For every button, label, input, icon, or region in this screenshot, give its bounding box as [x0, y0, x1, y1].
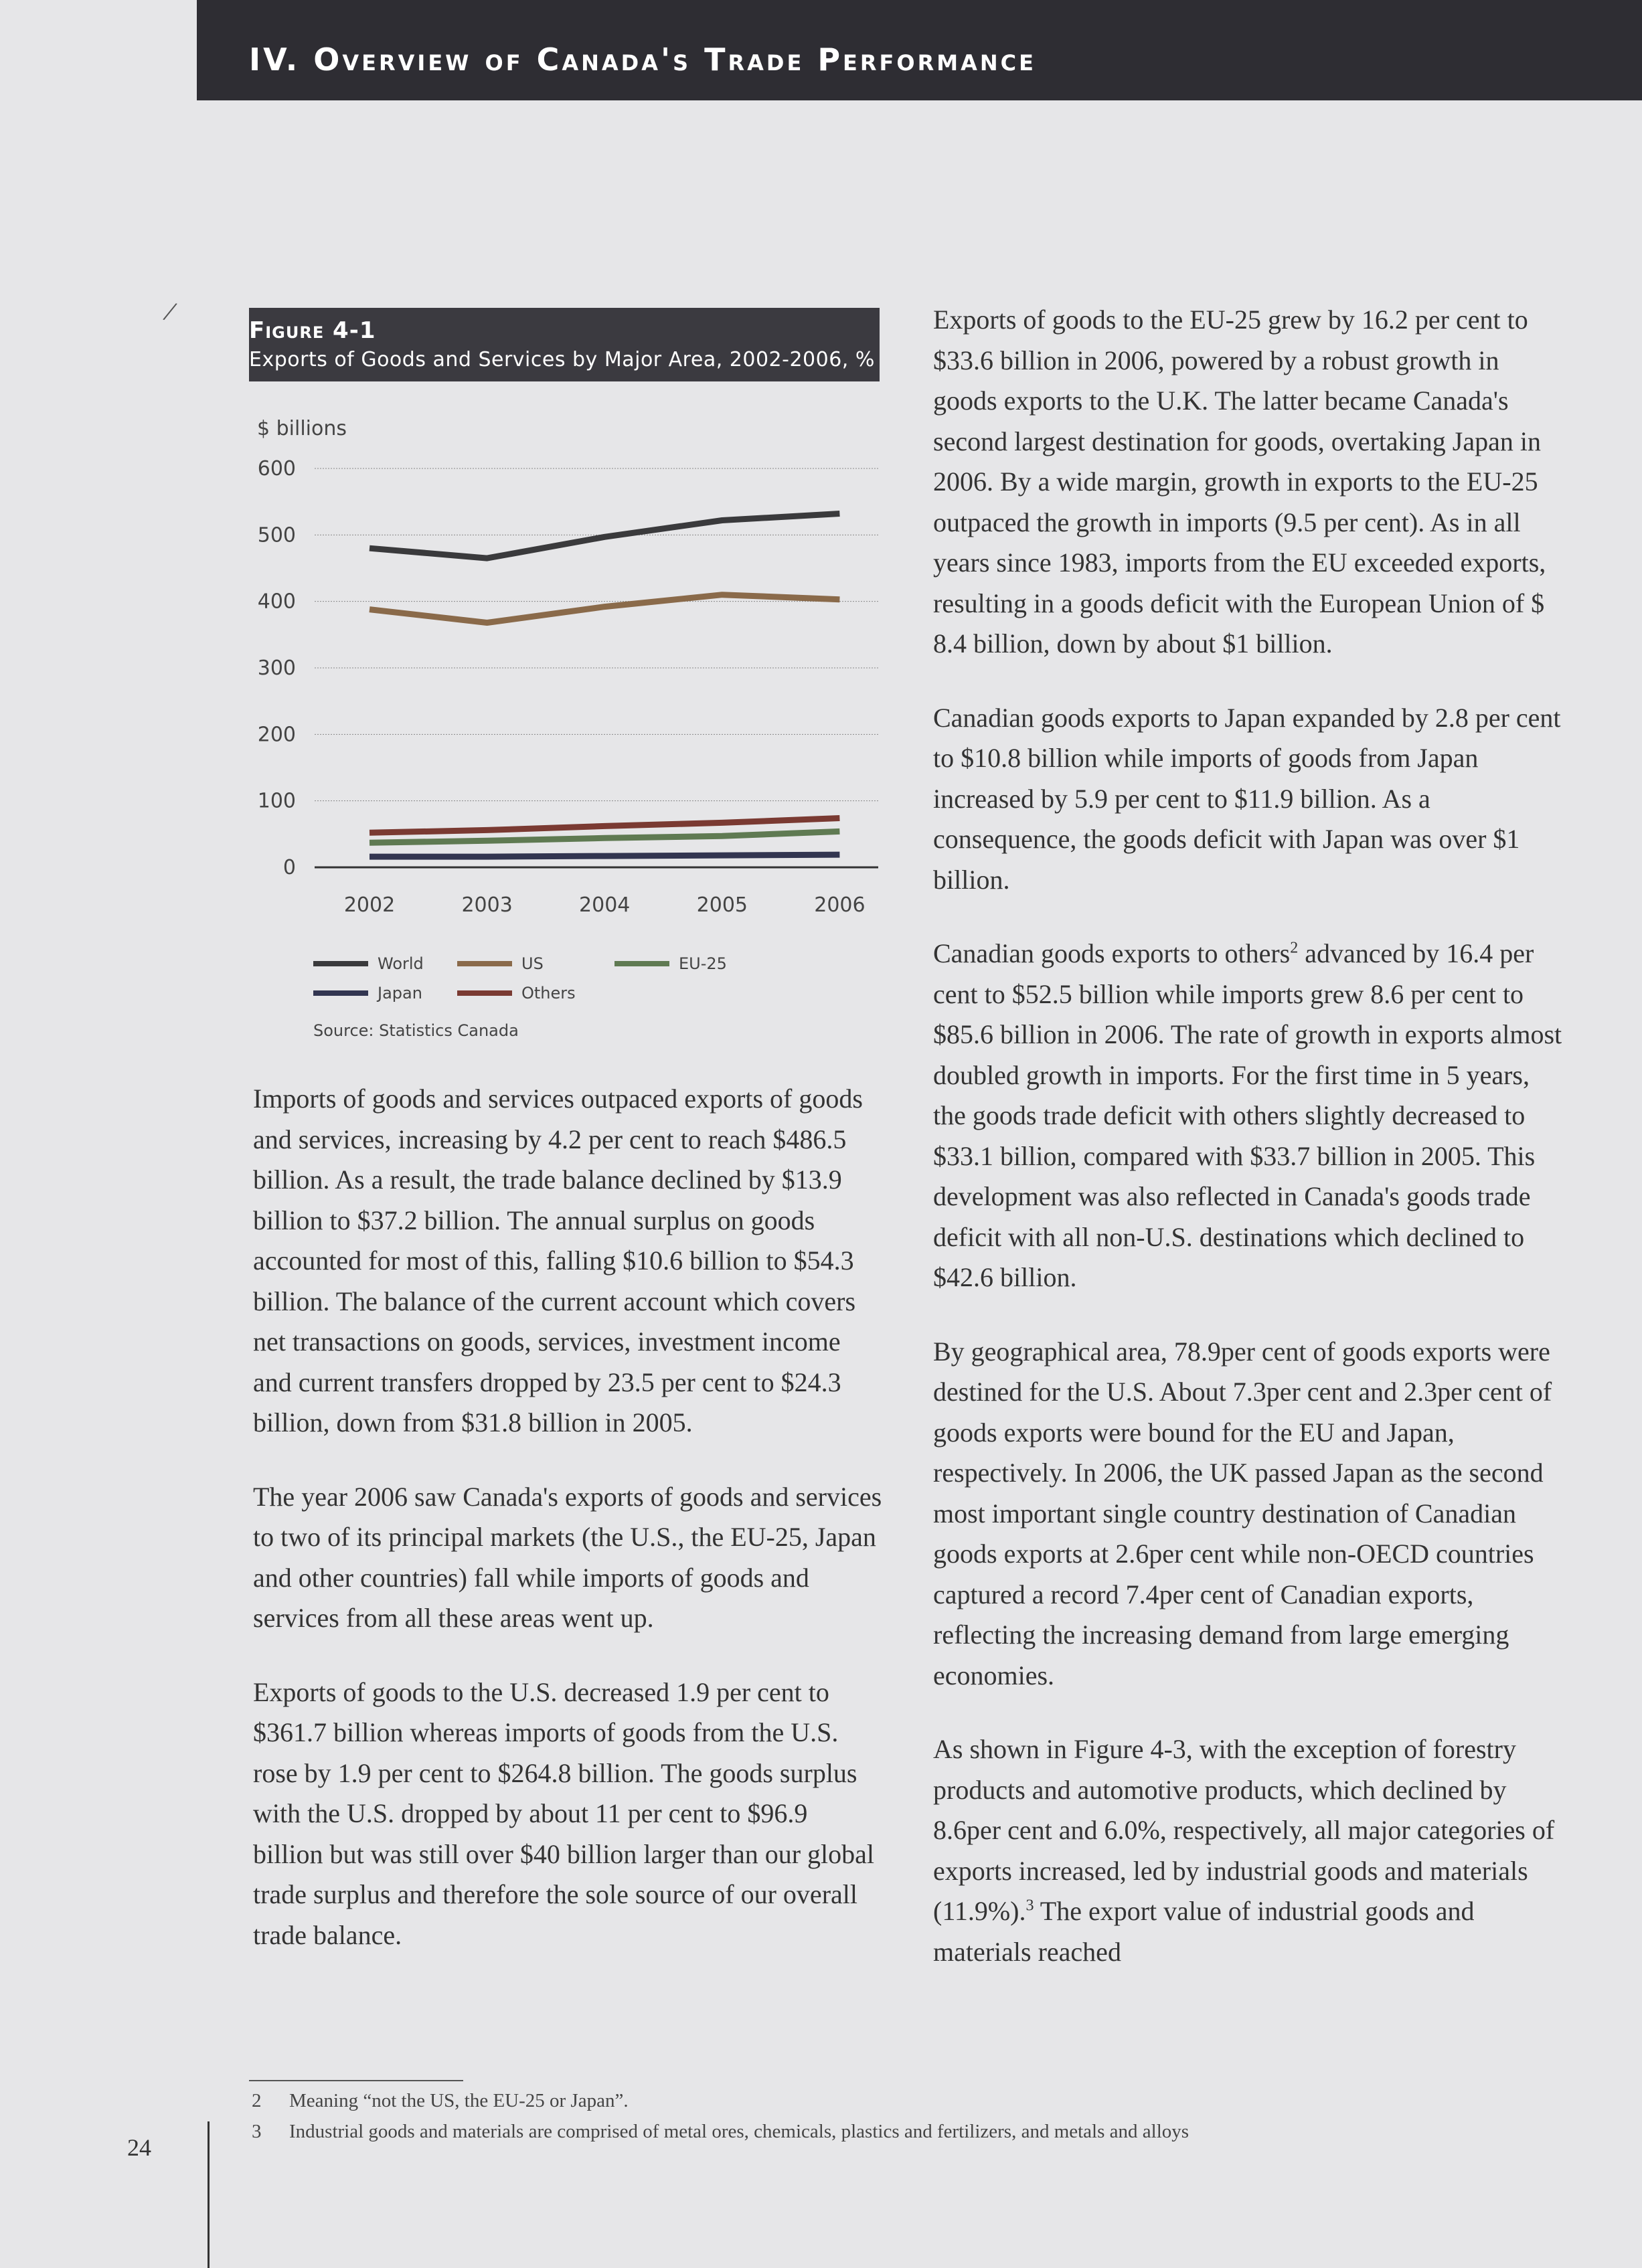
footnote-number: 2: [252, 2090, 262, 2111]
legend-entry: [457, 984, 614, 1002]
legend-swatch: [313, 990, 368, 996]
chapter-title: IV. Overview of Canada's Trade Performance: [249, 41, 1036, 78]
paragraph: The year 2006 saw Canada's exports of goods and services to two of its principal markets (the U.S., the EU-25, Japan and other countries) fall while imports of goods and services from all these areas went up.: [253, 1481, 882, 1633]
right-column: [933, 300, 1562, 2006]
figure-source: Source: Statistics Canada: [313, 1021, 519, 1040]
series-line-others: [370, 818, 839, 833]
page-rule: [208, 2121, 210, 2268]
paragraph-text: Canadian goods exports to others: [933, 938, 1291, 968]
stray-pen-mark: /: [160, 294, 180, 329]
series-line-world: [370, 514, 839, 559]
legend-row: [313, 949, 758, 978]
footnote-rule: [249, 2080, 463, 2081]
paragraph: [933, 934, 1562, 1298]
legend-entry: [614, 954, 758, 973]
figure-title-box: [249, 308, 880, 381]
paragraph: Canadian goods exports to Japan expanded by 2.8 per cent to $10.8 billion while imports of goods from Japan increased by 5.9 per cent to $11.9 billion. As a consequence, the goods deficit with Japan was over $1 billion.: [933, 702, 1561, 895]
y-tick-label: 400: [257, 590, 296, 614]
footnote: [252, 2116, 1189, 2147]
footnote-text: Industrial goods and materials are comprised of metal ores, chemicals, plastics and fertilizers, and metals and alloys: [289, 2121, 1189, 2142]
y-axis-label: $ billions: [257, 417, 347, 440]
y-tick-label: 500: [257, 523, 296, 547]
legend-label: US: [521, 954, 544, 973]
line-chart: [201, 402, 910, 924]
y-tick-label: 300: [257, 657, 296, 680]
legend-label: EU-25: [679, 954, 727, 973]
footnote: [252, 2085, 1189, 2116]
figure-label: Figure 4-1: [249, 317, 376, 344]
x-tick-label: 2002: [343, 893, 396, 917]
figure-caption: Exports of Goods and Services by Major Area, 2002-2006, %: [249, 348, 875, 371]
footnote-ref: 2: [1290, 939, 1299, 957]
y-tick-label: 600: [257, 457, 296, 481]
legend-label: World: [378, 954, 424, 973]
x-tick-label: 2003: [461, 893, 513, 917]
legend-entry: [313, 984, 457, 1002]
y-tick-label: 100: [257, 789, 296, 813]
paragraph: By geographical area, 78.9per cent of goods exports were destined for the U.S. About 7.3per cent and 2.3per cent of goods exports were bound for the EU and Japan, respectively. In 2006, the UK passed Japan as the second most important single country destination of Canadian goods exports at 2.6per cent while non-OECD countries captured a record 7.4per cent of Canadian exports, reflecting the increasing demand from large emerging economies.: [933, 1336, 1552, 1690]
series-line-us: [370, 595, 839, 623]
legend-swatch: [614, 961, 669, 966]
y-tick-label: 0: [282, 856, 296, 879]
x-tick-label: 2005: [696, 893, 748, 917]
footnote-ref: 3: [1025, 1897, 1034, 1915]
paragraph: Imports of goods and services outpaced exports of goods and services, increasing by 4.2 per cent to reach $486.5 billion. As a result, the trade balance declined by $13.9 billion to $37.2 billion. The annual surplus on goods accounted for most of this, falling $10.6 billion to $54.3 billion. The balance of the current account which covers net transactions on goods, services, investment income and current transfers dropped by 23.5 per cent to $24.3 billion, down from $31.8 billion in 2005.: [253, 1083, 863, 1437]
paragraph: [933, 1729, 1562, 1972]
y-tick-label: 200: [257, 723, 296, 747]
legend-row: [313, 978, 758, 1008]
legend-entry: [457, 954, 614, 973]
paragraph: Exports of goods to the EU-25 grew by 16.2 per cent to $33.6 billion in 2006, powered by a robust growth in goods exports to the U.K. The latter became Canada's second largest destination for goods, overtaking Japan in 2006. By a wide margin, growth in exports to the EU-25 outpaced the growth in imports (9.5 per cent). As in all years since 1983, imports from the EU exceeded exports, resulting in a goods deficit with the European Union of $ 8.4 billion, down by about $1 billion.: [933, 304, 1546, 659]
paragraph-text: The export value of industrial goods and materials reached: [933, 1896, 1475, 1967]
legend-swatch: [313, 961, 368, 966]
paragraph-text: advanced by 16.4 per cent to $52.5 billion while imports grew 8.6 per cent to $85.6 billion in 2006. The rate of growth in exports almost doubled growth in imports. For the first time in 5 years, the goods trade deficit with others slightly decreased to $33.1 billion, compared with $33.7 billion in 2005. This development was also reflected in Canada's goods trade deficit with all non-U.S. destinations which declined to $42.6 billion.: [933, 938, 1562, 1292]
paragraph: Exports of goods to the U.S. decreased 1.9 per cent to $361.7 billion whereas imports of goods from the U.S. rose by 1.9 per cent to $264.8 billion. The goods surplus with the U.S. dropped by about 11 per cent to $96.9 billion but was still over $40 billion larger than our global trade surplus and therefore the sole source of our overall trade balance.: [253, 1676, 875, 1950]
paragraph-text: As shown in Figure 4-3, with the exception of forestry products and automotive products, which declined by 8.6per cent and 6.0%, respectively, all major categories of exports increased, led by industrial goods and materials (11.9%).: [933, 1734, 1555, 1926]
legend-entry: [313, 954, 457, 973]
left-column: [253, 1079, 882, 1989]
x-tick-label: 2006: [814, 893, 866, 917]
footnote-text: Meaning “not the US, the EU-25 or Japan”.: [289, 2090, 629, 2111]
legend-swatch: [457, 961, 512, 966]
legend-swatch: [457, 990, 512, 996]
legend-label: Others: [521, 984, 576, 1002]
series-line-japan: [370, 855, 839, 857]
legend-label: Japan: [378, 984, 422, 1002]
footnote-number: 3: [252, 2121, 262, 2142]
chart-legend: [313, 949, 758, 1008]
footnotes: [252, 2085, 1189, 2147]
x-tick-label: 2004: [579, 893, 631, 917]
page-number: 24: [127, 2134, 151, 2161]
